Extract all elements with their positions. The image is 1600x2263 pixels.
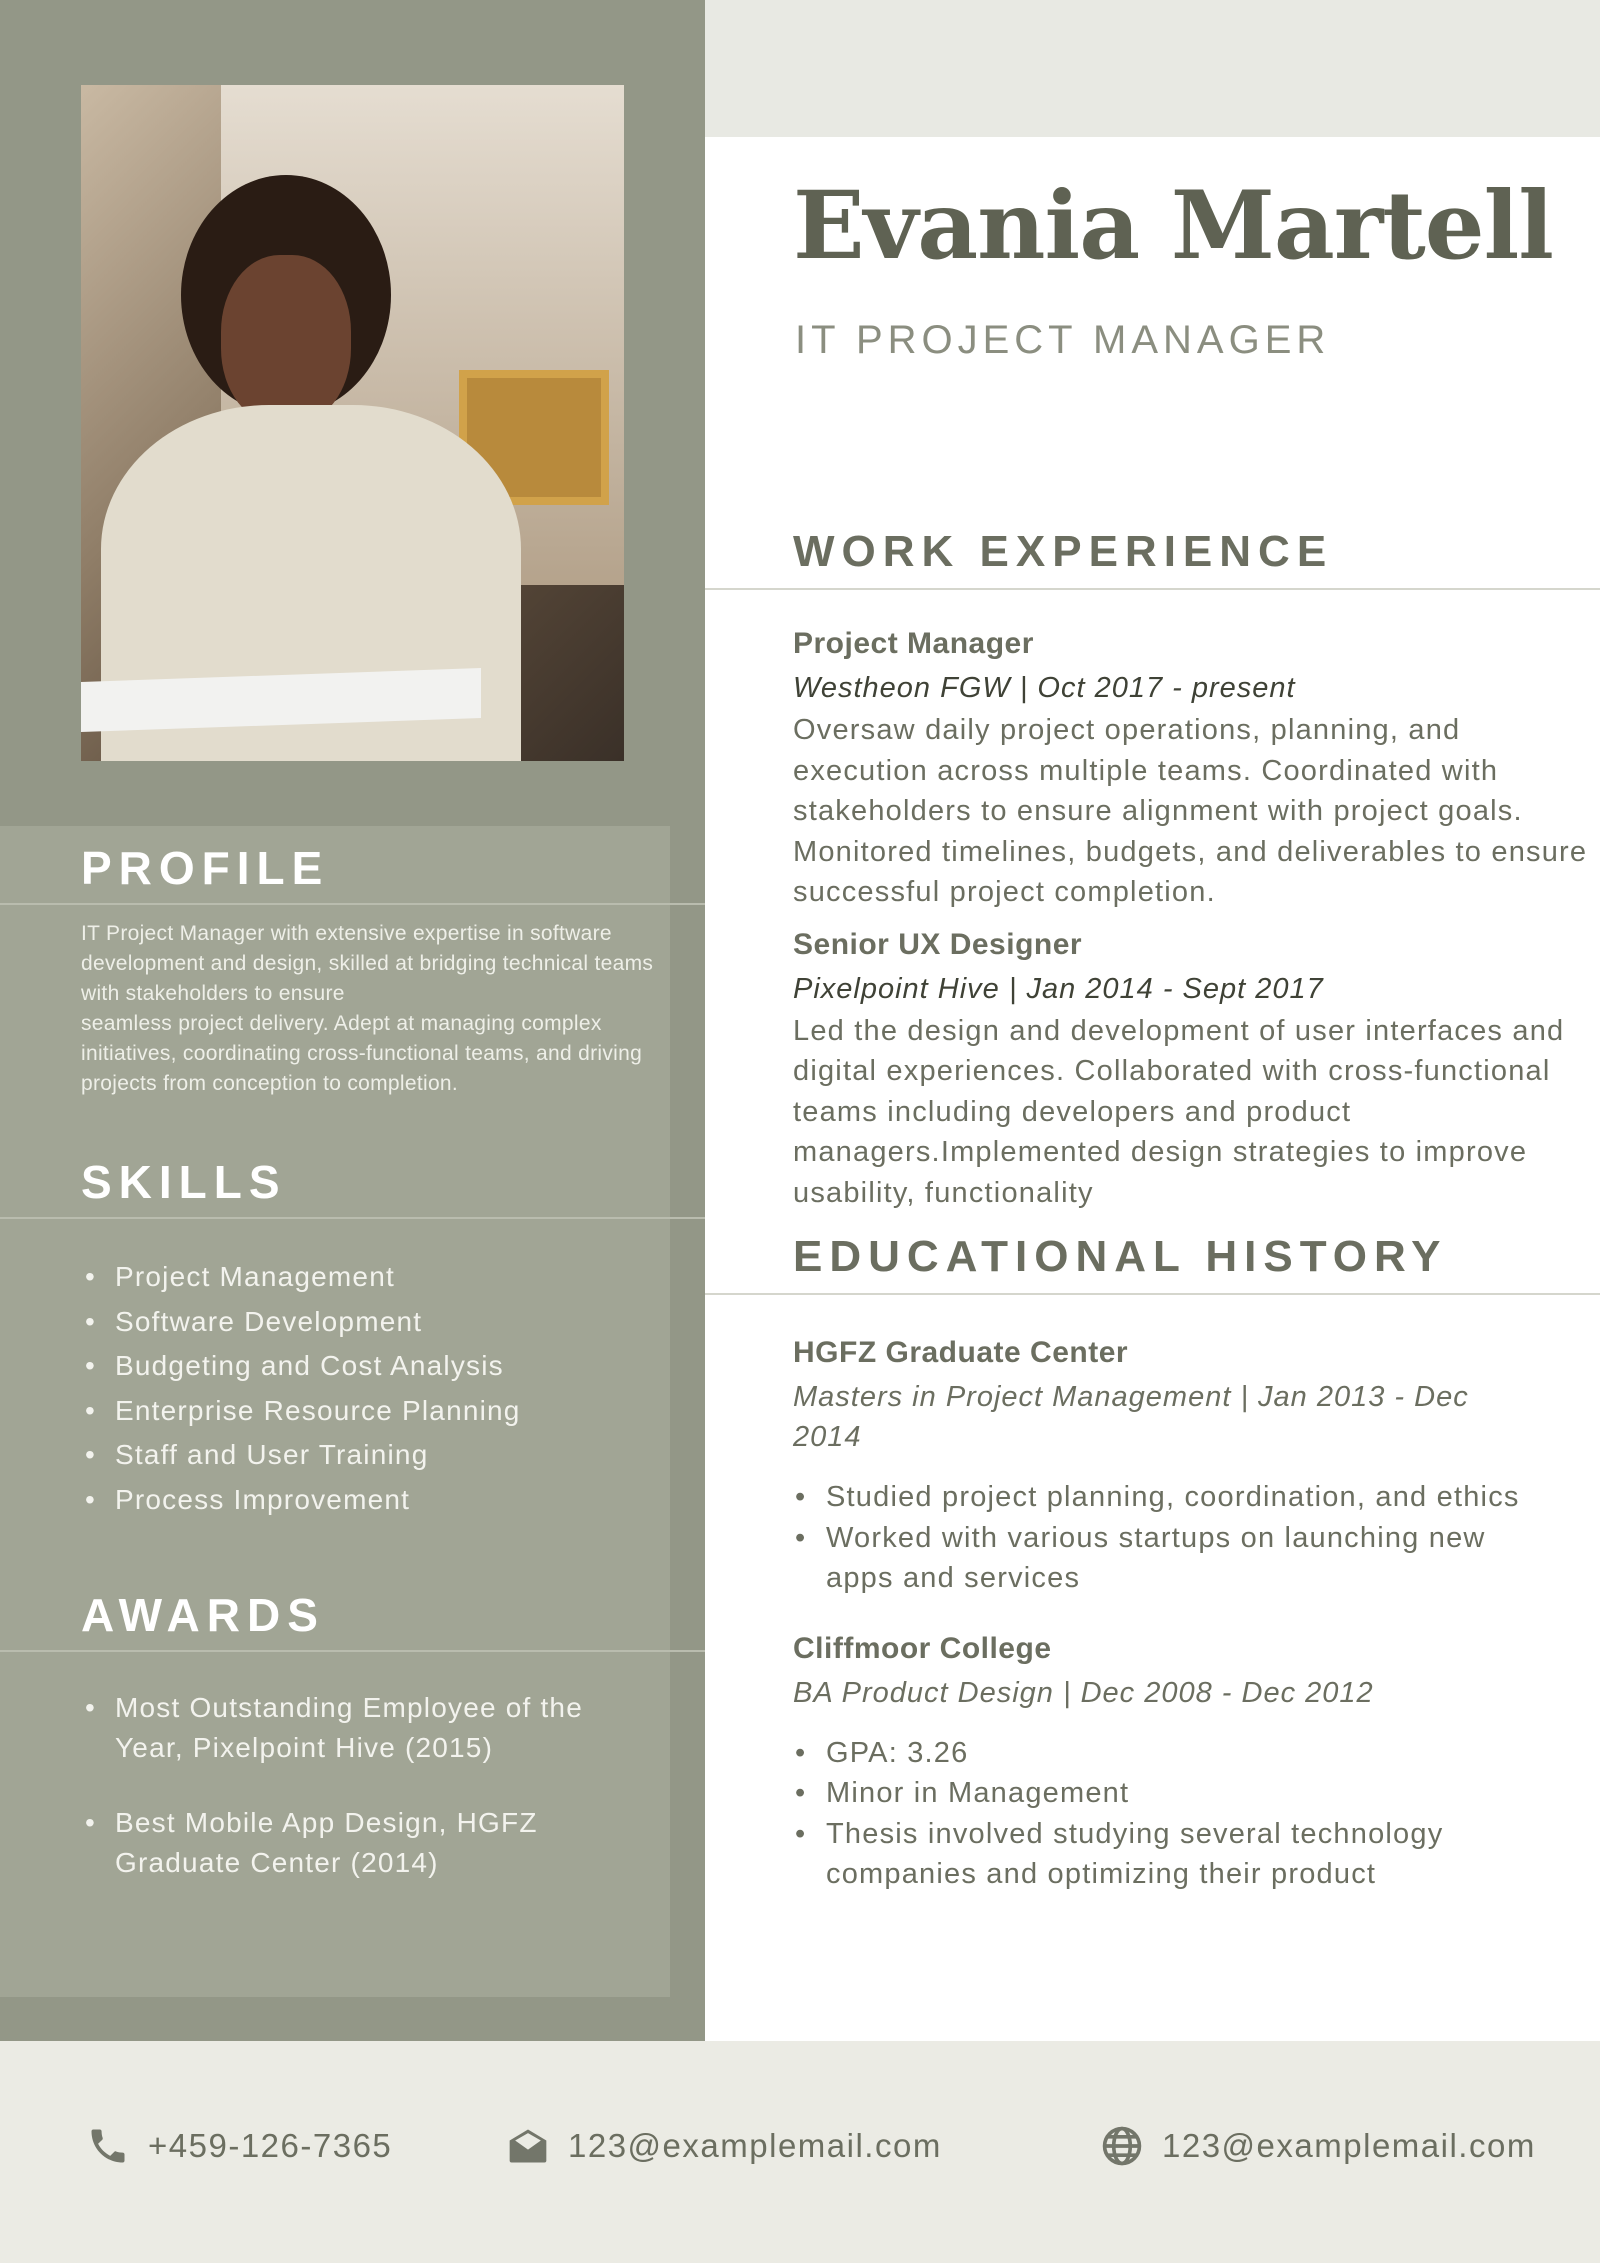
right-column — [705, 527, 1600, 1895]
skills-list — [81, 1255, 705, 1522]
contact-phone — [86, 2124, 392, 2168]
job-description: Oversaw daily project operations, planning, and execution across multiple teams. Coordinated with stakeholders to ensure alignment with project goals. Monitored timelines, budgets, and deliverables to ensure successful project completion. — [793, 714, 1588, 908]
job-entry — [793, 624, 1593, 913]
school-name: HGFZ Graduate Center — [793, 1336, 1129, 1369]
school-entry — [793, 1333, 1593, 1599]
list-item: • Software Development — [81, 1300, 705, 1345]
skills-heading: SKILLS — [81, 1156, 287, 1208]
education-heading: EDUCATIONAL HISTORY — [793, 1232, 1448, 1281]
list-item: • Process Improvement — [81, 1478, 705, 1523]
list-item: • Most Outstanding Employee of the Year, Pixelpoint Hive (2015) — [81, 1688, 641, 1768]
list-item: • Enterprise Resource Planning — [81, 1389, 705, 1434]
school-degree: BA Product Design | Dec 2008 - Dec 2012 — [793, 1676, 1374, 1709]
website: 123@examplemail.com — [1162, 2127, 1536, 2164]
phone-number: +459-126-7365 — [148, 2127, 393, 2164]
list-item: • GPA: 3.26 — [793, 1733, 1523, 1774]
job-title: IT PROJECT MANAGER — [795, 318, 1331, 362]
job-company: Pixelpoint Hive | Jan 2014 - Sept 2017 — [793, 972, 1324, 1005]
school-bullets — [793, 1733, 1523, 1895]
divider — [0, 903, 705, 905]
divider — [0, 1650, 705, 1652]
left-column — [0, 842, 705, 1918]
list-item: • Staff and User Training — [81, 1433, 705, 1478]
school-name: Cliffmoor College — [793, 1631, 1052, 1665]
contact-email — [506, 2124, 942, 2168]
awards-list — [81, 1688, 641, 1883]
list-item: • Studied project planning, coordination, and ethics — [793, 1477, 1523, 1518]
job-title: Project Manager — [793, 627, 1034, 660]
school-entry — [793, 1629, 1593, 1895]
list-item: • Budgeting and Cost Analysis — [81, 1344, 705, 1389]
list-item: • Project Management — [81, 1255, 705, 1300]
job-company: Westheon FGW | Oct 2017 - present — [793, 672, 1296, 704]
list-item: • Best Mobile App Design, HGFZ Graduate Center (2014) — [81, 1803, 641, 1883]
list-item: • Thesis involved studying several technology companies and optimizing their product — [793, 1814, 1523, 1895]
email-address: 123@examplemail.com — [568, 2127, 942, 2164]
school-degree: Masters in Project Management | Jan 2013 - Dec 2014 — [793, 1381, 1469, 1453]
person-name: Evania Martell — [793, 171, 1553, 281]
work-heading: WORK EXPERIENCE — [793, 527, 1334, 576]
envelope-icon — [506, 2124, 550, 2168]
job-title: Senior UX Designer — [793, 927, 1083, 961]
phone-icon — [86, 2124, 130, 2168]
contact-website — [1100, 2124, 1536, 2168]
list-item: • Minor in Management — [793, 1773, 1523, 1814]
profile-photo — [81, 85, 624, 761]
job-description: Led the design and development of user interfaces and digital experiences. Collaborated with cross-functional teams including developers and product managers.Implemented design strategies to improve usability, functionality — [793, 1014, 1565, 1209]
profile-heading: PROFILE — [81, 842, 330, 894]
profile-text: IT Project Manager with extensive expertise in software development and design, skilled at bridging technical teams with stakeholders to ensure seamless project delivery. Adept at managing complex initiatives, coordinating cross-functional teams, and driving projects from conception to completion. — [81, 922, 654, 1095]
school-bullets — [793, 1477, 1523, 1599]
list-item: • Worked with various startups on launching new apps and services — [793, 1518, 1523, 1599]
divider — [0, 1217, 705, 1219]
top-band — [705, 0, 1600, 137]
divider — [705, 1293, 1600, 1295]
awards-heading: AWARDS — [81, 1589, 325, 1641]
divider — [705, 588, 1600, 590]
globe-icon — [1100, 2124, 1144, 2168]
job-entry — [793, 925, 1593, 1214]
